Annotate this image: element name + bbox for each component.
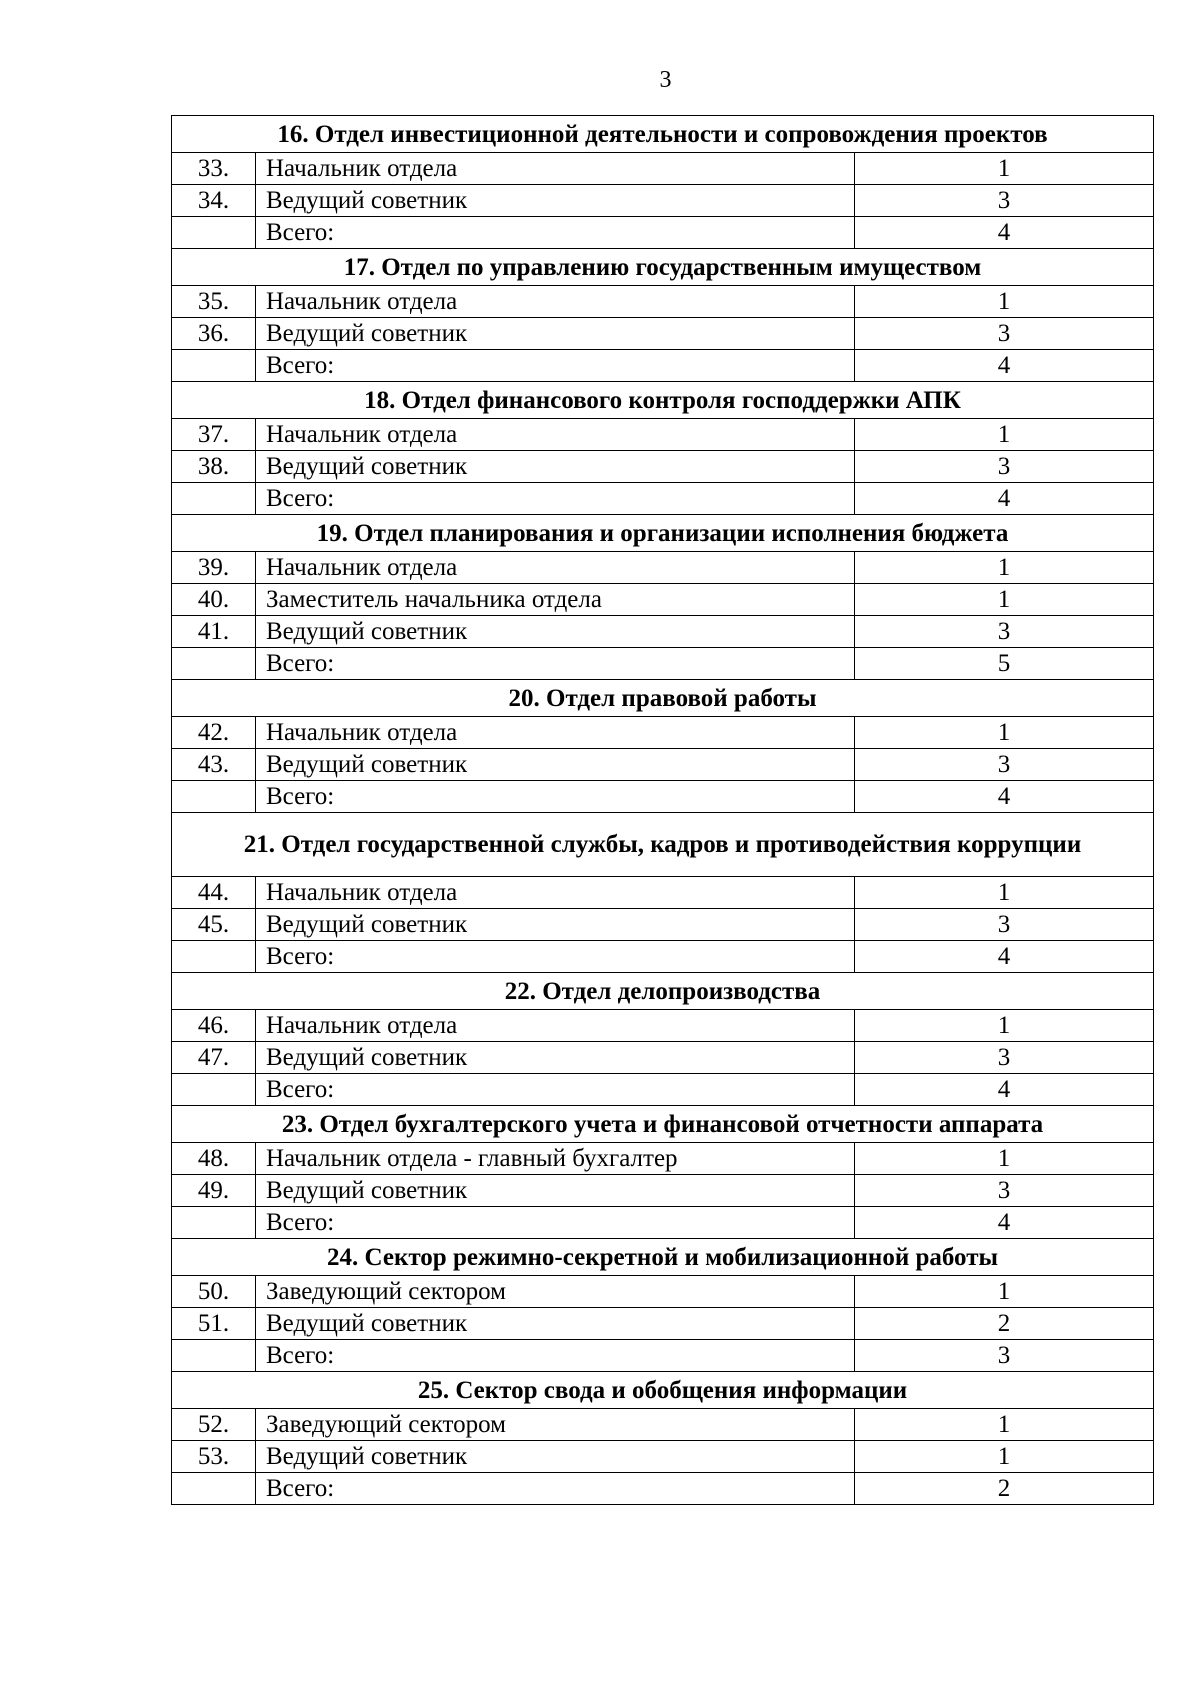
row-number-cell: 47. — [172, 1042, 256, 1074]
row-number-cell — [172, 1473, 256, 1505]
table-row — [172, 1143, 1154, 1175]
row-number-cell: 46. — [172, 1010, 256, 1042]
table-row — [172, 616, 1154, 648]
total-label-cell: Всего: — [256, 1074, 855, 1106]
total-count-cell: 4 — [855, 483, 1154, 515]
row-number-cell — [172, 350, 256, 382]
row-number-cell — [172, 648, 256, 680]
count-cell: 3 — [855, 749, 1154, 781]
total-label-cell: Всего: — [256, 1207, 855, 1239]
row-number-cell: 43. — [172, 749, 256, 781]
count-cell: 3 — [855, 616, 1154, 648]
position-cell: Начальник отдела — [256, 1010, 855, 1042]
position-cell: Начальник отдела — [256, 419, 855, 451]
count-cell: 1 — [855, 1010, 1154, 1042]
total-count-cell: 4 — [855, 941, 1154, 973]
position-cell: Ведущий советник — [256, 451, 855, 483]
position-cell: Начальник отдела — [256, 153, 855, 185]
count-cell: 1 — [855, 584, 1154, 616]
staffing-table — [171, 115, 1154, 1505]
row-number-cell: 36. — [172, 318, 256, 350]
count-cell: 1 — [855, 1409, 1154, 1441]
section-title: 17. Отдел по управлению государственным имуществом — [172, 249, 1154, 286]
row-number-cell: 40. — [172, 584, 256, 616]
total-count-cell: 4 — [855, 1207, 1154, 1239]
section-title: 20. Отдел правовой работы — [172, 680, 1154, 717]
row-number-cell: 34. — [172, 185, 256, 217]
count-cell: 1 — [855, 153, 1154, 185]
count-cell: 2 — [855, 1308, 1154, 1340]
table-row — [172, 153, 1154, 185]
count-cell: 1 — [855, 286, 1154, 318]
total-row — [172, 1207, 1154, 1239]
position-cell: Ведущий советник — [256, 318, 855, 350]
position-cell: Начальник отдела — [256, 286, 855, 318]
position-cell: Ведущий советник — [256, 909, 855, 941]
count-cell: 1 — [855, 1143, 1154, 1175]
section-header-row — [172, 973, 1154, 1010]
total-count-cell: 4 — [855, 1074, 1154, 1106]
position-cell: Ведущий советник — [256, 616, 855, 648]
total-row — [172, 1074, 1154, 1106]
row-number-cell — [172, 1207, 256, 1239]
total-label-cell: Всего: — [256, 941, 855, 973]
section-title: 16. Отдел инвестиционной деятельности и сопровождения проектов — [172, 116, 1154, 153]
table-row — [172, 877, 1154, 909]
table-row — [172, 185, 1154, 217]
count-cell: 1 — [855, 1276, 1154, 1308]
section-header-row — [172, 1239, 1154, 1276]
count-cell: 1 — [855, 419, 1154, 451]
row-number-cell: 48. — [172, 1143, 256, 1175]
row-number-cell: 33. — [172, 153, 256, 185]
row-number-cell: 53. — [172, 1441, 256, 1473]
total-row — [172, 483, 1154, 515]
total-row — [172, 217, 1154, 249]
table-row — [172, 1010, 1154, 1042]
row-number-cell: 39. — [172, 552, 256, 584]
table-row — [172, 1308, 1154, 1340]
section-header-row — [172, 1106, 1154, 1143]
count-cell: 1 — [855, 877, 1154, 909]
section-header-row — [172, 249, 1154, 286]
total-count-cell: 2 — [855, 1473, 1154, 1505]
table-row — [172, 1441, 1154, 1473]
section-header-row — [172, 515, 1154, 552]
staffing-table-body — [172, 116, 1154, 1505]
position-cell: Заведующий сектором — [256, 1409, 855, 1441]
position-cell: Ведущий советник — [256, 1441, 855, 1473]
page-number: 3 — [659, 67, 672, 93]
position-cell: Заведующий сектором — [256, 1276, 855, 1308]
count-cell: 3 — [855, 909, 1154, 941]
table-row — [172, 749, 1154, 781]
table-row — [172, 909, 1154, 941]
table-row — [172, 286, 1154, 318]
row-number-cell: 51. — [172, 1308, 256, 1340]
table-row — [172, 552, 1154, 584]
position-cell: Ведущий советник — [256, 1175, 855, 1207]
position-cell: Начальник отдела — [256, 877, 855, 909]
table-row — [172, 1042, 1154, 1074]
total-count-cell: 5 — [855, 648, 1154, 680]
count-cell: 3 — [855, 318, 1154, 350]
count-cell: 1 — [855, 717, 1154, 749]
row-number-cell: 49. — [172, 1175, 256, 1207]
count-cell: 3 — [855, 1175, 1154, 1207]
row-number-cell: 41. — [172, 616, 256, 648]
total-label-cell: Всего: — [256, 1473, 855, 1505]
row-number-cell: 38. — [172, 451, 256, 483]
position-cell: Начальник отдела — [256, 552, 855, 584]
total-label-cell: Всего: — [256, 217, 855, 249]
position-cell: Начальник отдела - главный бухгалтер — [256, 1143, 855, 1175]
position-cell: Ведущий советник — [256, 1308, 855, 1340]
table-row — [172, 717, 1154, 749]
total-label-cell: Всего: — [256, 648, 855, 680]
row-number-cell: 50. — [172, 1276, 256, 1308]
total-count-cell: 4 — [855, 217, 1154, 249]
section-header-row — [172, 1372, 1154, 1409]
total-label-cell: Всего: — [256, 781, 855, 813]
row-number-cell: 35. — [172, 286, 256, 318]
total-count-cell: 4 — [855, 781, 1154, 813]
table-row — [172, 1276, 1154, 1308]
total-count-cell: 4 — [855, 350, 1154, 382]
total-row — [172, 781, 1154, 813]
table-row — [172, 584, 1154, 616]
table-row — [172, 419, 1154, 451]
position-cell: Начальник отдела — [256, 717, 855, 749]
section-title: 24. Сектор режимно-секретной и мобилизационной работы — [172, 1239, 1154, 1276]
row-number-cell: 42. — [172, 717, 256, 749]
total-row — [172, 1340, 1154, 1372]
total-row — [172, 648, 1154, 680]
total-row — [172, 1473, 1154, 1505]
row-number-cell — [172, 1340, 256, 1372]
section-title: 23. Отдел бухгалтерского учета и финансовой отчетности аппарата — [172, 1106, 1154, 1143]
table-row — [172, 1409, 1154, 1441]
section-header-row — [172, 116, 1154, 153]
total-row — [172, 941, 1154, 973]
count-cell: 3 — [855, 1042, 1154, 1074]
count-cell: 1 — [855, 1441, 1154, 1473]
row-number-cell: 44. — [172, 877, 256, 909]
section-title: 21. Отдел государственной службы, кадров и противодействия коррупции — [172, 813, 1154, 877]
section-title: 19. Отдел планирования и организации исполнения бюджета — [172, 515, 1154, 552]
row-number-cell — [172, 781, 256, 813]
row-number-cell: 45. — [172, 909, 256, 941]
section-header-row — [172, 382, 1154, 419]
row-number-cell — [172, 217, 256, 249]
section-header-row — [172, 680, 1154, 717]
total-label-cell: Всего: — [256, 350, 855, 382]
row-number-cell: 52. — [172, 1409, 256, 1441]
table-row — [172, 1175, 1154, 1207]
row-number-cell — [172, 1074, 256, 1106]
row-number-cell: 37. — [172, 419, 256, 451]
row-number-cell — [172, 483, 256, 515]
section-title: 25. Сектор свода и обобщения информации — [172, 1372, 1154, 1409]
total-label-cell: Всего: — [256, 483, 855, 515]
section-header-row — [172, 813, 1154, 877]
table-row — [172, 451, 1154, 483]
row-number-cell — [172, 941, 256, 973]
total-row — [172, 350, 1154, 382]
section-title: 18. Отдел финансового контроля господдержки АПК — [172, 382, 1154, 419]
total-count-cell: 3 — [855, 1340, 1154, 1372]
count-cell: 3 — [855, 451, 1154, 483]
position-cell: Ведущий советник — [256, 1042, 855, 1074]
position-cell: Заместитель начальника отдела — [256, 584, 855, 616]
position-cell: Ведущий советник — [256, 749, 855, 781]
count-cell: 3 — [855, 185, 1154, 217]
section-title: 22. Отдел делопроизводства — [172, 973, 1154, 1010]
position-cell: Ведущий советник — [256, 185, 855, 217]
table-row — [172, 318, 1154, 350]
total-label-cell: Всего: — [256, 1340, 855, 1372]
count-cell: 1 — [855, 552, 1154, 584]
